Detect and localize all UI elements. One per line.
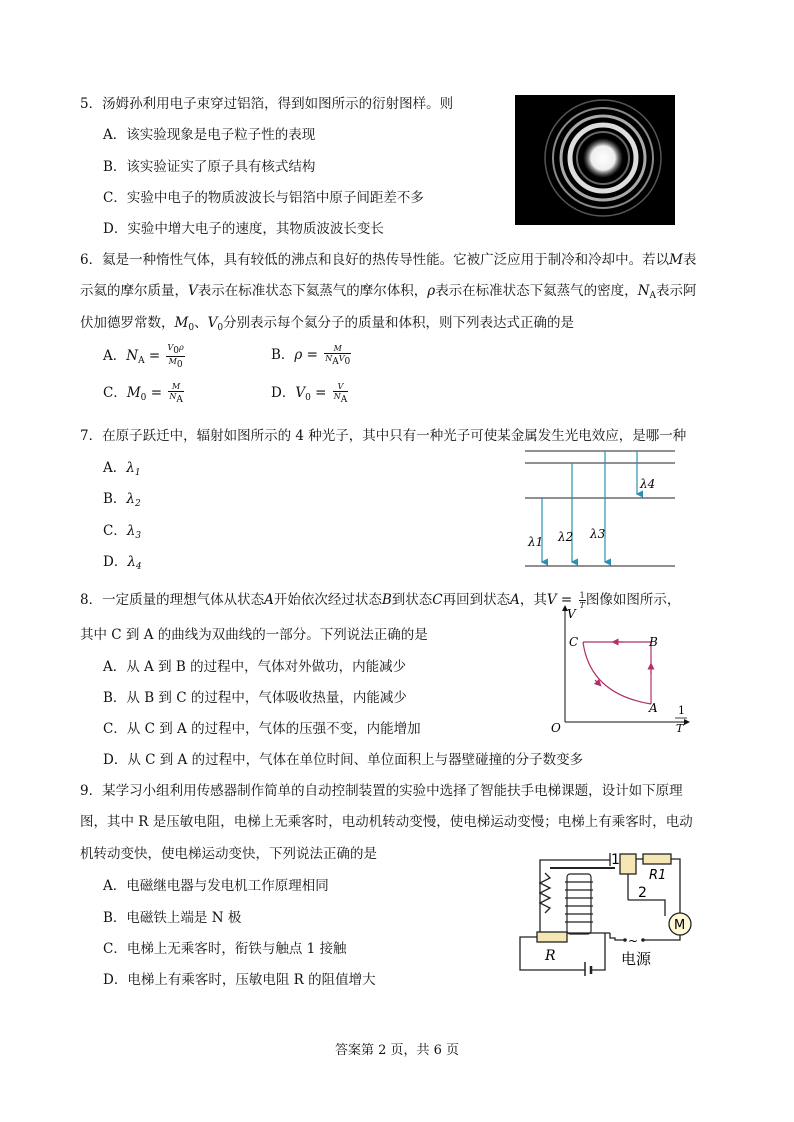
q9-line2: 图，其中 R 是压敏电阻，电梯上无乘客时，电动机转动变慢，使电梯运动变慢；电梯上有乘客时，电动 [80, 814, 693, 830]
v-inverse-t-graph [545, 604, 695, 738]
contact-2-label: 2 [638, 885, 647, 901]
q9-option-c: C．电梯上无乘客时，衔铁与触点 1 接触 [103, 941, 347, 957]
contact-1-label: 1 [611, 852, 620, 868]
q7-option-d: D．$\lambda_4$ [103, 554, 142, 572]
lambda2-label: λ2 [558, 530, 574, 544]
diffraction-pattern-image [515, 95, 675, 225]
q6-line2: 示氦的摩尔质量，V表示在标准状态下氦蒸气的摩尔体积，ρ表示在标准状态下氦蒸气的密度，$N_A$表示阿 [80, 283, 697, 301]
r1-label: R1 [649, 868, 667, 883]
q5-option-a: A．该实验现象是电子粒子性的表现 [103, 127, 316, 143]
q8-option-d: D．从 C 到 A 的过程中，气体在单位时间、单位面积上与器壁碰撞的分子数变多 [103, 752, 584, 768]
q7-stem: 7．在原子跃迁中，辐射如图所示的 4 种光子，其中只有一种光子可使某金属发生光电效应，是哪一种 [80, 428, 687, 444]
curve-c-to-a-arrow [595, 680, 599, 684]
energy-level-diagram [520, 448, 680, 570]
q8-line1: 8．一定质量的理想气体从状态A开始依次经过状态B到状态C再回到状态A，其V = $\frac{1}{T}$ 图像如图所示， [80, 591, 681, 610]
motor-wire [643, 935, 680, 940]
lambda4-label: λ4 [640, 477, 656, 491]
q7-option-a: A．$\lambda_1$ [103, 460, 141, 478]
q5-stem: 5．汤姆孙利用电子束穿过铝箔，得到如图所示的衍射图样。则 [80, 96, 454, 112]
q7-option-c: C．$\lambda_3$ [103, 523, 142, 541]
q5-option-d: D．实验中增大电子的速度，其物质波波长变长 [103, 221, 384, 237]
q8-line2: 其中 C 到 A 的曲线为双曲线的一部分。下列说法正确的是 [80, 627, 428, 643]
curve-c-to-a [583, 642, 651, 704]
t-axis-numerator: 1 [678, 704, 685, 717]
q6-option-d: D．$V_0$ = $\frac{V}{N_A}$ [271, 382, 348, 405]
elevator-control-circuit [515, 848, 700, 976]
contact2-wire [628, 900, 665, 916]
q9-line1: 9．某学习小组利用传感器制作简单的自动控制装置的实验中选择了智能扶手电梯课题，设计如下原理 [80, 783, 683, 799]
point-c-label: C [569, 635, 579, 649]
battery-wire [591, 933, 605, 970]
ac-symbol: ~ [628, 934, 639, 948]
page-footer: 答案第 2 页，共 6 页 [334, 1043, 460, 1058]
r1-wire-right [671, 859, 680, 916]
v-axis-label: V [567, 607, 576, 621]
q8-option-c: C．从 C 到 A 的过程中，气体的压强不变，内能增加 [103, 721, 421, 737]
q6-line3: 伏加德罗常数，$M_0$、$V_0$分别表示每个氦分子的质量和体积，则下列表达式正确的是 [80, 315, 575, 333]
source-terminal [641, 938, 645, 942]
origin-label: O [551, 721, 561, 735]
q5-option-c: C．实验中电子的物质波波长与铝箔中原子间距差不多 [103, 190, 424, 206]
t-axis-denominator: T [676, 722, 684, 735]
q6-option-c: C．$M_0$ = $\frac{M}{N_A}$ [103, 382, 183, 405]
power-source-label: 电源 [621, 950, 652, 968]
motor-label: M [674, 918, 686, 933]
control-wire [610, 933, 625, 940]
q8-option-b: B．从 B 到 C 的过程中，气体吸收热量，内能减少 [103, 690, 407, 706]
q9-line3: 机转动变快，使电梯运动变快，下列说法正确的是 [80, 846, 377, 862]
q8-option-a: A．从 A 到 B 的过程中，气体对外做功，内能减少 [103, 659, 407, 675]
q9-option-a: A．电磁继电器与发电机工作原理相同 [103, 878, 329, 894]
electromagnet-coil [565, 882, 593, 922]
point-a-label: A [649, 701, 658, 715]
q7-option-b: B．$\lambda_2$ [103, 491, 141, 509]
q6-line1: 6．氦是一种惰性气体，具有较低的沸点和良好的热传导性能。它被广泛应用于制冷和冷却中。若以M表 [80, 252, 697, 268]
pressure-resistor-label: R [545, 948, 556, 964]
q9-option-b: B．电磁铁上端是 N 极 [103, 910, 242, 926]
q9-option-d: D．电梯上有乘客时，压敏电阻 R 的阻值增大 [103, 972, 376, 988]
r1-resistor [643, 854, 671, 864]
q6-option-b: B．ρ = $\frac{M}{N_AV_0}$ [271, 344, 351, 367]
electromagnet-core [567, 874, 591, 934]
pressure-resistor [537, 932, 567, 942]
contact-block [620, 854, 636, 874]
lambda1-label: λ1 [528, 535, 544, 549]
point-b-label: B [649, 635, 658, 649]
source-terminal [623, 938, 627, 942]
q5-option-b: B．该实验证实了原子具有核式结构 [103, 159, 316, 175]
q6-option-a: A．$N_A$ = $\frac{V_0\rho}{M_0}$ [103, 343, 184, 370]
spring [540, 873, 550, 913]
lambda3-label: λ3 [590, 527, 606, 541]
